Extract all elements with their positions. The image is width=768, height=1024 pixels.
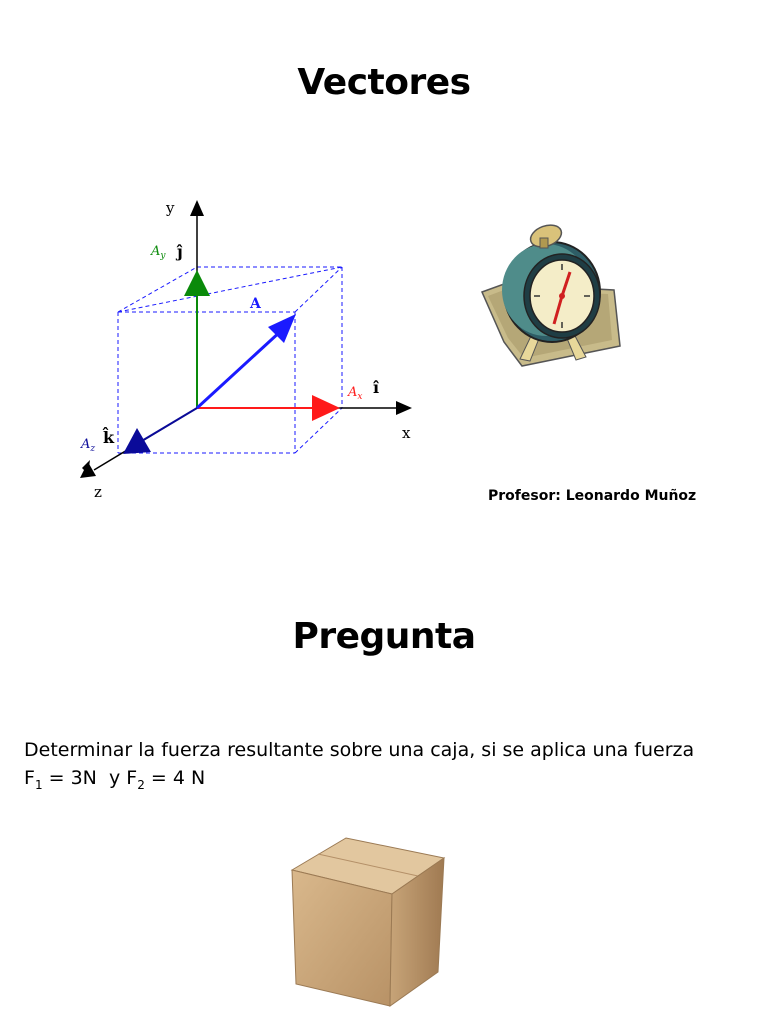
- question-text: [24, 736, 754, 799]
- vector-a-label: A: [250, 296, 261, 312]
- z-component-arrowhead: [123, 428, 151, 454]
- unit-j-label: ĵ: [177, 242, 183, 261]
- ay-label: $A_y$: [151, 244, 166, 261]
- dashed-box: [118, 267, 342, 453]
- cardboard-box-image: [288, 834, 448, 1014]
- vector-diagram: [70, 190, 510, 510]
- force-f1: $F_1$: [24, 767, 43, 792]
- y-axis-label: y: [166, 199, 175, 217]
- x-component-arrowhead: [312, 395, 340, 421]
- vector-a-line: [197, 330, 282, 408]
- slide-pregunta: [0, 560, 768, 1024]
- z-component-line: [140, 408, 197, 442]
- force-f2-value: = 4 N: [144, 767, 206, 789]
- slide-title: Pregunta: [292, 616, 476, 657]
- y-component-arrowhead: [184, 270, 210, 296]
- axes: [80, 200, 412, 478]
- az-label: $A_z$: [81, 437, 96, 454]
- y-axis-arrow: [190, 200, 204, 216]
- unit-k-label: k̂: [103, 428, 115, 447]
- z-axis-label: z: [94, 483, 102, 501]
- slide-title: Vectores: [297, 62, 471, 103]
- force-f1-value: = 3N y: [42, 767, 127, 789]
- x-axis-arrow: [396, 401, 412, 415]
- question-sentence: Determinar la fuerza resultante sobre una caja, si se aplica una fuerza: [24, 739, 695, 761]
- alarm-clock-image: [474, 214, 624, 374]
- unit-i-label: î: [373, 378, 380, 397]
- force-f2: $F_2$: [126, 767, 145, 792]
- ax-label: $A_x$: [348, 385, 363, 402]
- x-axis-label: x: [402, 424, 411, 442]
- author-credit: Profesor: Leonardo Muñoz: [488, 488, 697, 504]
